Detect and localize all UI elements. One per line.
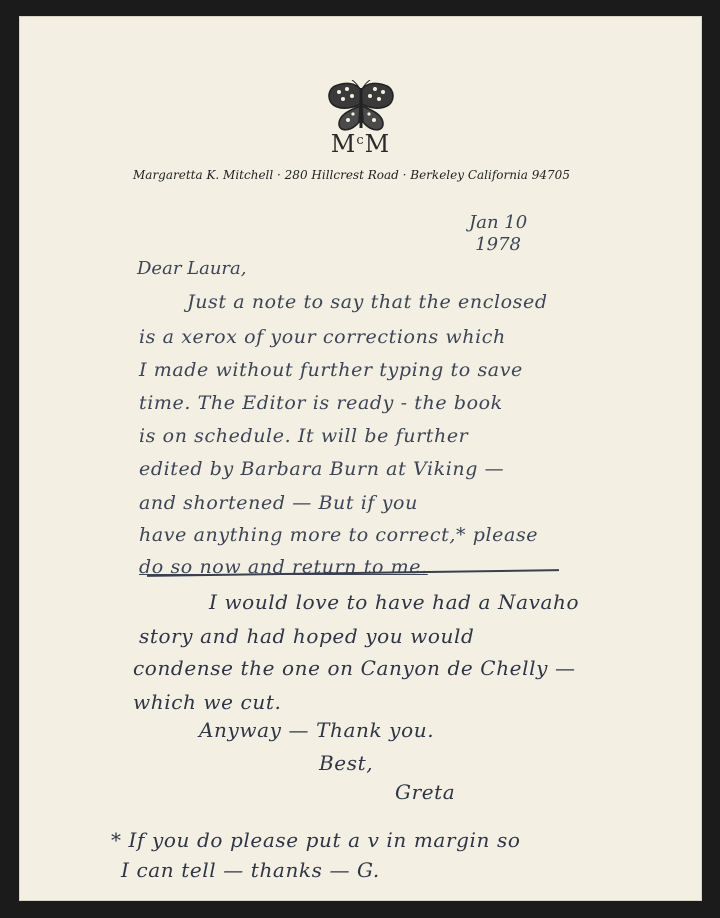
body-line: time. The Editor is ready - the book <box>139 392 503 414</box>
body-line: edited by Barbara Burn at Viking — <box>139 458 505 480</box>
body-line: which we cut. <box>133 690 282 714</box>
body-line: I would love to have had a Navaho <box>209 590 580 614</box>
letter-sheet <box>19 16 702 901</box>
butterfly-icon <box>323 80 399 136</box>
body-line: I made without further typing to save <box>139 359 523 381</box>
closing: Best, <box>319 751 374 775</box>
signature: Greta <box>395 780 456 804</box>
body-line: have anything more to correct,* please <box>139 524 539 546</box>
body-line: story and had hoped you would <box>139 624 475 648</box>
monogram: $M^cM$ <box>330 130 391 158</box>
body-line: and shortened — But if you <box>139 492 418 514</box>
salutation: Dear Laura, <box>137 258 247 279</box>
letterhead-address: Margaretta K. Mitchell · 280 Hillcrest Road · Berkeley California 94705 <box>133 168 570 182</box>
body-line: do so now and return to me. <box>139 556 428 578</box>
thanks-line: Anyway — Thank you. <box>199 718 435 742</box>
body-line: is on schedule. It will be further <box>139 425 469 447</box>
letter-date: Jan 10 1978 <box>469 212 528 255</box>
body-line: Just a note to say that the enclosed <box>187 291 548 313</box>
postscript-line: I can tell — thanks — G. <box>121 858 380 882</box>
body-line: is a xerox of your corrections which <box>139 326 506 348</box>
body-line: condense the one on Canyon de Chelly — <box>133 656 576 680</box>
postscript-line: * If you do please put a v in margin so <box>111 828 521 852</box>
